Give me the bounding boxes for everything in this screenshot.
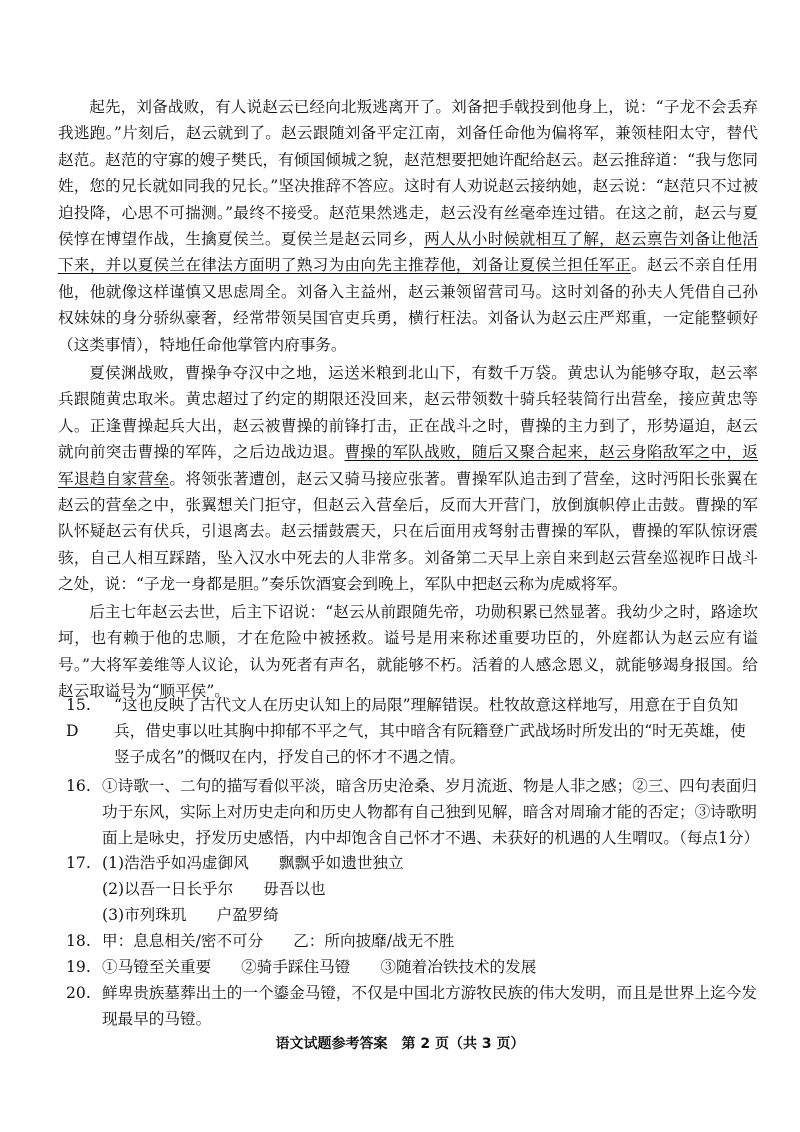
answer-16-number: 16. [66,777,91,795]
answer-19-b: ②骑手踩住马镫 [241,958,351,976]
answer-16 [66,773,758,851]
translation-paragraph-3 [58,599,758,705]
answer-18-number: 18. [66,932,91,950]
answer-18 [66,928,758,954]
page-footer: 语文试题参考答案 第 2 页（共 3 页） [275,1036,525,1052]
answer-15-number: 15. D [66,696,91,740]
answer-18-a: 甲：息息相关/密不可分 [102,932,264,950]
answer-15-text: “这也反映了古代文人在历史认知上的局限”理解错误。杜牧故意这样地写，用意在于自负知兵，借史事以吐其胸中抑郁不平之气，其中暗含有阮籍登广武战场时所发出的“时无英雄，使竖子成名”的慨叹在内，抒发自己的怀才不遇之情。 [114,696,746,766]
answer-20-number: 20. [66,984,91,1002]
paragraph-1-text-a: 起先，刘备战败，有人说赵云已经向北叛逃离开了。刘备把手戟投到他身上，说：“子龙不会丢弃我逃跑。”片刻后，赵云就到了。赵云跟随刘备平定江南，刘备任命他为偏将军，兼领桂阳太守，替代赵范。赵范的守寡的嫂子樊氏，有倾国倾城之貌，赵范想要把她许配给赵云。赵云推辞道：“我与您同姓，您的兄长就如同我的兄长。”坚决推辞不答应。这时有人劝说赵云接纳她，赵云说：“赵范只不过被迫投降，心思不可揣测。”最终不接受。赵范果然逃走，赵云没有丝毫牵连过错。在这之前，赵云与夏侯惇在博望作战，生擒夏侯兰。夏侯兰是赵云同乡， [58,98,758,249]
answer-18-b: 乙：所向披靡/战无不胜 [293,932,455,950]
answer-17-line-2 [102,876,758,902]
answer-16-text: ①诗歌一、二句的描写看似平淡，暗含历史沧桑、岁月流逝、物是人非之感；②三、四句表面归功于东风，实际上对历史走向和历史人物都有自己独到见解，暗含对周瑜才能的否定；③诗歌明面上是咏史，抒发历史感悟，内中却饱含自己怀才不遇、未获好的机遇的人生喟叹。（每点1分） [102,777,760,847]
translation-paragraph-2 [58,360,758,598]
answer-17-lines [102,850,758,928]
answer-19-text [102,954,758,980]
answer-17-line-3 [102,902,758,928]
paragraph-2-text-a: 夏侯渊战败，曹操争夺汉中之地，运送米粮到北山下，有数千万袋。黄忠认为能够夺取，赵云率兵跟随黄忠取米。黄忠超过了约定的期限还没回来，赵云带领数十骑兵轻装简行出营垒，接应黄忠等人。正逢曹操起兵大出，赵云被曹操的前锋打击，正在战斗之时，曹操的主力到了，形势逼迫，赵云就向前突击曹操的军阵，之后边战边退。 [58,364,758,462]
paragraph-2-text-b: 。将领张著遭创，赵云又骑马接应张著。曹操军队追击到了营垒，这时沔阳长张翼在赵云的营垒之中，张翼想关门拒守，但赵云入营垒后，反而大开营门，放倒旗帜停止击鼓。曹操的军队怀疑赵云有伏兵，引退离去。赵云擂鼓震天，只在后面用戎弩射击曹操的军队，曹操的军队惊讶震骇，自己人相互踩踏，坠入汉水中死去的人非常多。刘备第二天早上亲自来到赵云营垒巡视昨日战斗之处，说：“子龙一身都是胆。”奏乐饮酒宴会到晚上，军队中把赵云称为虎威将军。 [58,469,758,594]
paragraph-1-text-b: 。赵云不亲自任用他，他就像这样谨慎又思虑周全。刘备入主益州，赵云兼领留营司马。这时刘备的孙夫人凭借自己孙权妹妹的身分骄纵豪奢，经常带领吴国官吏兵勇，横行枉法。刘备认为赵云庄严郑重，一定能整顿好（这类事情），特地任命他掌管内府事务。 [58,256,758,354]
translation-paragraph-1 [58,94,758,358]
answer-17-1a: (1)浩浩乎如冯虚御风 [102,854,249,872]
answer-17-3a: (3)市列珠玑 [102,906,187,924]
answer-18-text [102,928,758,954]
answer-19-c: ③随着冶铁技术的发展 [380,958,537,976]
answer-15 [66,692,758,770]
answer-17-2b: 毋吾以也 [263,880,326,898]
answer-17-number: 17. [66,854,91,872]
answer-19 [66,954,758,980]
answer-17-1b: 飘飘乎如遗世独立 [278,854,404,872]
paragraph-3-text: 后主七年赵云去世，后主下诏说：“赵云从前跟随先帝，功勋积累已然显著。我幼少之时，路途坎坷，也有赖于他的忠顺，才在危险中被拯救。谥号是用来称述重要功臣的，外庭都认为赵云应有谥号。”大将军姜维等人议论，认为死者有声名，就能够不朽。活着的人感念恩义，就能够竭身报国。给赵云取谥号为“顺平侯”。 [58,603,758,701]
answer-19-a: ①马镫至关重要 [102,958,212,976]
answer-17-2a: (2)以吾一日长乎尔 [102,880,234,898]
answer-17-line-1 [102,850,758,876]
answer-20-text: 鲜卑贵族墓葬出土的一个鎏金马镫，不仅是中国北方游牧民族的伟大发明，而且是世界上迄今发现最早的马镫。 [102,984,757,1028]
answer-19-number: 19. [66,958,91,976]
answer-17-3b: 户盈罗绮 [216,906,279,924]
answer-20 [66,980,758,1032]
paragraph-2-underlined: 曹操的军队战败，随后又聚合起来，赵云身陷敌军之中，返军退趋自家营垒 [58,443,758,488]
paragraph-1-underlined: 两人从小时候就相互了解，赵云禀告刘备让他活下来，并以夏侯兰在律法方面明了熟习为由向先主推荐他，刘备让夏侯兰担任军正 [58,230,758,275]
answer-17 [66,850,758,928]
